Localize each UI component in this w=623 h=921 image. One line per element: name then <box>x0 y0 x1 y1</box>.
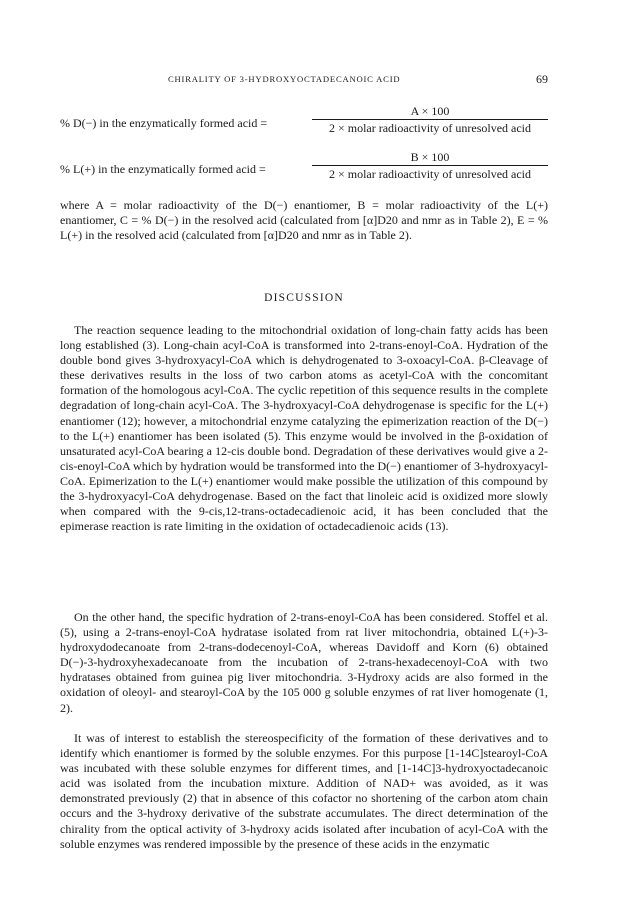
equation-numerator: B × 100 <box>410 150 450 164</box>
equation-numerator: A × 100 <box>410 104 450 118</box>
page-header <box>60 72 548 88</box>
body-paragraph: It was of interest to establish the stereospecificity of the formation of these derivatives and to identify which enantiomer is formed by the soluble enzymes. For this purpose [1-14C]stearoyl-CoA was incubated with these soluble enzymes for different times, and [1-14C]3-hydroxyoctadecanoic acid was isolated from the incubation mixture. Addition of NAD+ was avoided, as it was demonstrated previously (2) that in absence of this cofactor no shortening of the carbon atom chain occurs and the 3-hydroxy derivative of the substrate accumulates. The direct determination of the chirality from the optical activity of 3-hydroxy acids isolated after incubation of acyl-CoA with the soluble enzymes was rendered impossible by the presence of these acids in the enzymatic <box>60 731 548 851</box>
equation-fraction <box>312 104 548 135</box>
fraction-bar <box>312 165 548 166</box>
fraction-bar <box>312 119 548 120</box>
equation-fraction <box>312 150 548 181</box>
definition-paragraph: where A = molar radioactivity of the D(−) enantiomer, B = molar radioactivity of the L(+) enantiomer, C = % D(−) in the resolved acid (calculated from [α]D20 and nmr as in Table 2), E = % L(+) in the resolved acid (calculated from [α]D20 and nmr as in Table 2). <box>60 198 548 243</box>
body-paragraph: The reaction sequence leading to the mitochondrial oxidation of long-chain fatty acids has been long established (3). Long-chain acyl-CoA is transformed into 2-trans-enoyl-CoA. Hydration of the double bond gives 3-hydroxyacyl-CoA which is dehydrogenated to 3-oxoacyl-CoA. β-Cleavage of these derivatives results in the loss of two carbon atoms as acetyl-CoA with the concomitant formation of the homologous acyl-CoA. The cyclic repetition of this sequence results in the complete degradation of long-chain acyl-CoA. The 3-hydroxyacyl-CoA dehydrogenase is specific for the L(+) enantiomer (12); however, a mitochondrial enzyme catalyzing the epimerization reaction of the D(−) to the L(+) enantiomer has been isolated (5). This enzyme would be involved in the β-oxidation of unsaturated acyl-CoA bearing a 12-cis double bond. Degradation of these derivatives would give a 2-cis-enoyl-CoA which by hydration would be transformed into the D(−) enantiomer of 3-hydroxyacyl-CoA. Epimerization to the L(+) enantiomer would make possible the utilization of this compound by the 3-hydroxyacyl-CoA dehydrogenase. Based on the fact that linoleic acid is oxidized more slowly when compared with the 9-cis,12-trans-octadecadienoic acid, it has been concluded that the epimerase reaction is rate limiting in the oxidation of octadecadienoic acids (13). <box>60 323 548 534</box>
body-paragraph: On the other hand, the specific hydration of 2-trans-enoyl-CoA has been considered. Stoffel et al. (5), using a 2-trans-enoyl-CoA hydratase isolated from rat liver mitochondria, obtained L(+)-3-hydroxydodecanoate from 2-trans-dodecenoyl-CoA, whereas Davidoff and Korn (6) obtained D(−)-3-hydroxyhexadecanoate from the incubation of 2-trans-hexadecenoyl-CoA with two hydratases obtained from guinea pig liver mitochondria. 3-Hydroxy acids are also formed in the oxidation of oleoyl- and stearoyl-CoA by the 105 000 g soluble enzymes of rat liver homogenate (1, 2). <box>60 610 548 715</box>
equation-denominator: 2 × molar radioactivity of unresolved acid <box>328 167 532 181</box>
running-head: CHIRALITY OF 3-HYDROXYOCTADECANOIC ACID <box>168 74 401 84</box>
equation-l-enantiomer <box>60 150 548 184</box>
equation-d-enantiomer <box>60 104 548 138</box>
equation-denominator: 2 × molar radioactivity of unresolved acid <box>328 121 532 135</box>
section-title: DISCUSSION <box>264 292 344 304</box>
equation-lhs: % D(−) in the enzymatically formed acid = <box>60 116 268 130</box>
page-number: 69 <box>536 72 548 86</box>
equation-lhs: % L(+) in the enzymatically formed acid = <box>60 162 266 176</box>
